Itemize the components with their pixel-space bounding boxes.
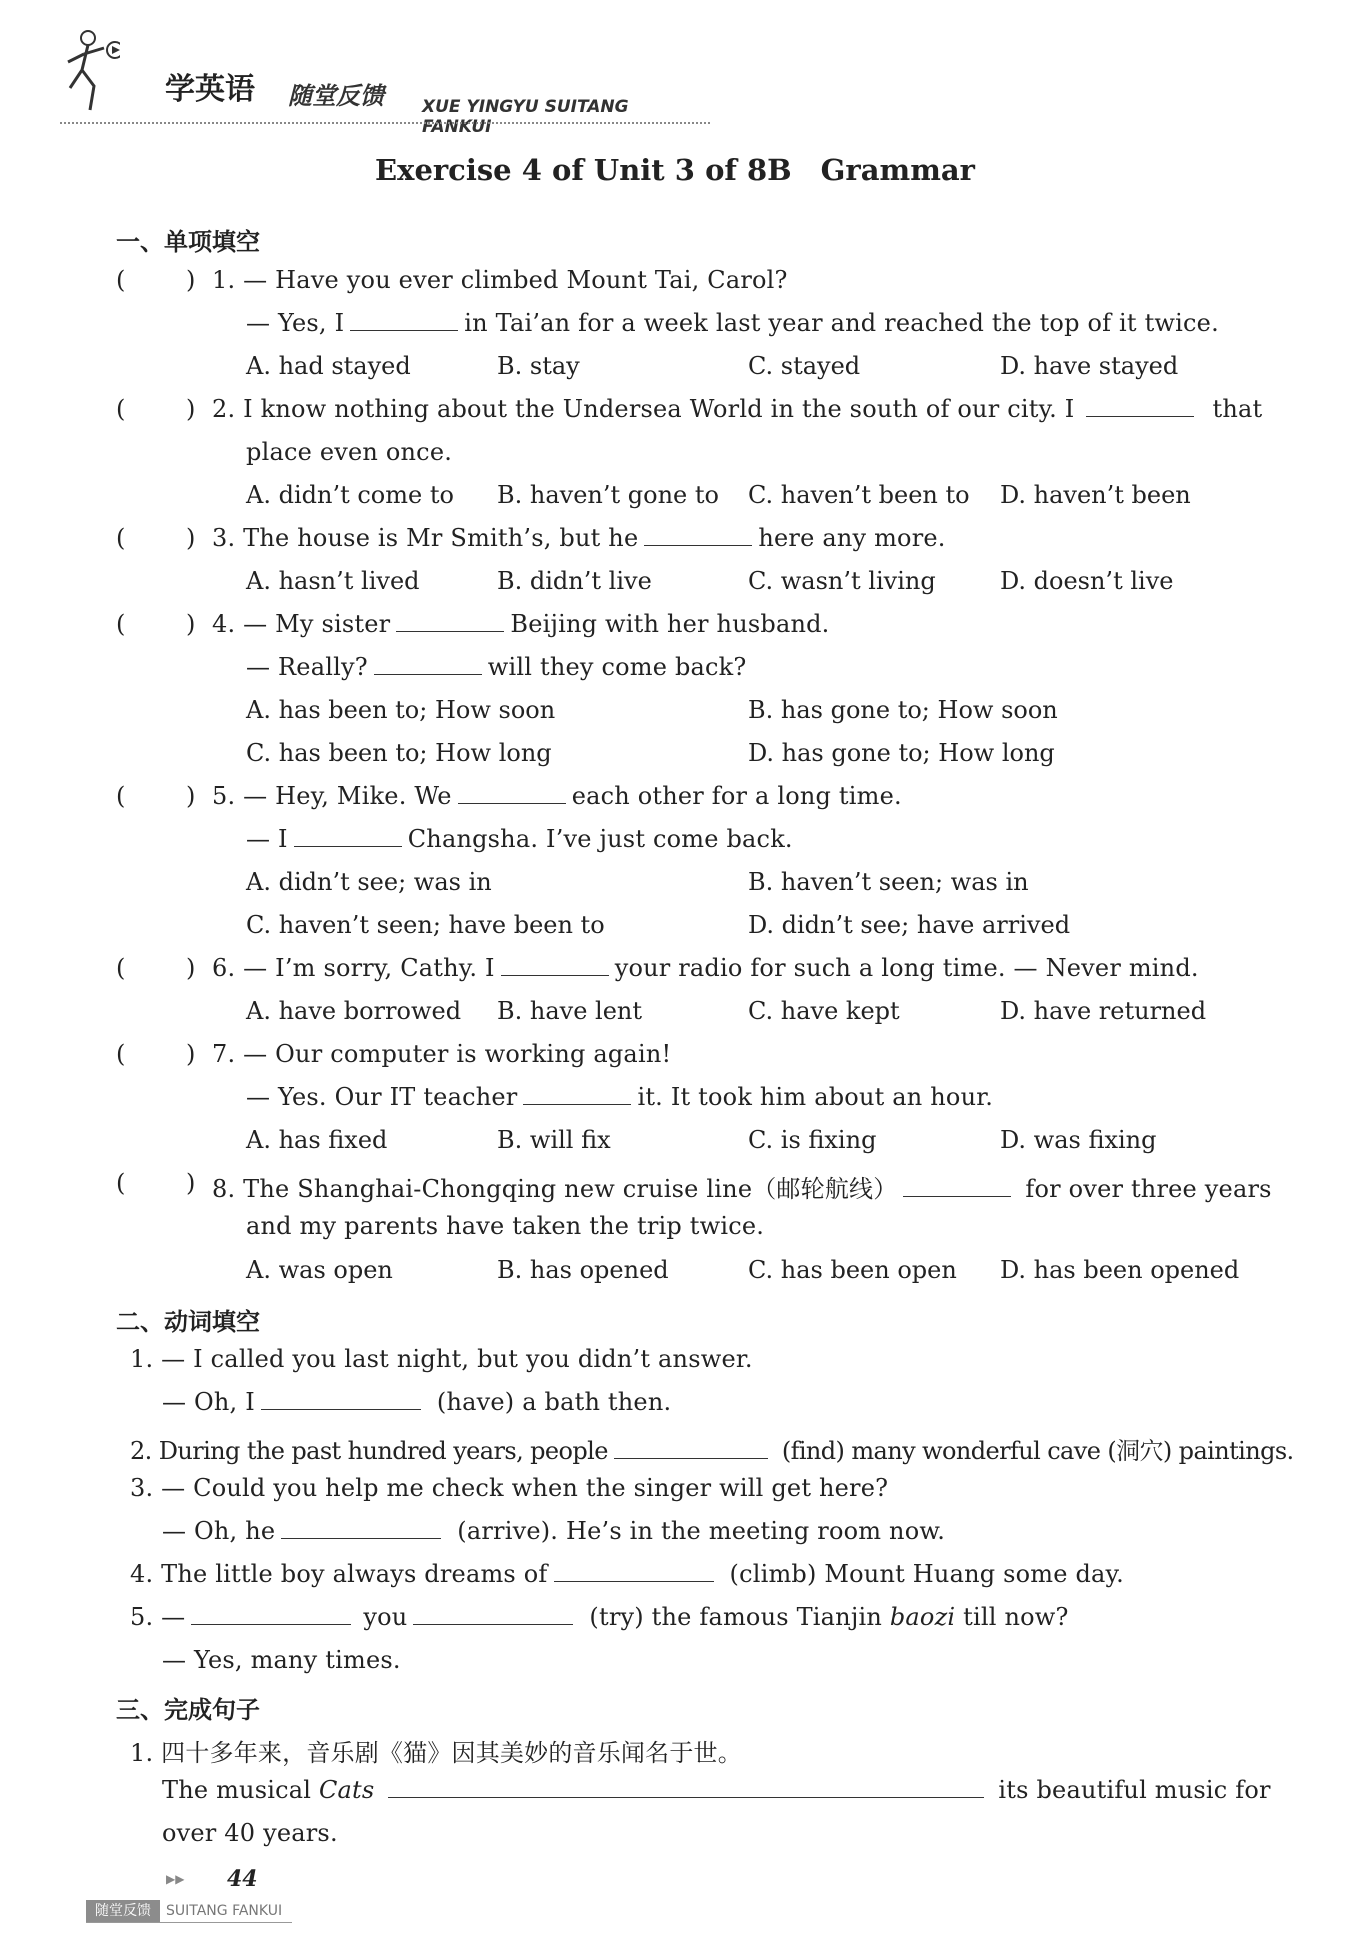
footer-label-box: 随堂反馈 (86, 1900, 160, 1922)
s2-item3-line2 (162, 1517, 945, 1545)
q1-text-a: — Yes, I (246, 309, 345, 337)
header-dotted-rule (60, 122, 710, 124)
s2-item1-line2 (162, 1388, 671, 1416)
s2-item2 (130, 1431, 1294, 1466)
q2-option-c: C. haven’t been to (748, 481, 970, 509)
answer-paren-open: ( (116, 954, 126, 982)
runner-logo-icon (60, 28, 120, 118)
s2-item2-text-a: 2. During the past hundred years, people (130, 1437, 608, 1465)
header-title-cn: 学英语 (165, 72, 255, 107)
q4-line1 (212, 610, 830, 638)
s2-item4-text-b: (climb) Mount Huang some day. (729, 1560, 1124, 1588)
answer-paren-open: ( (116, 266, 126, 294)
answer-paren-close: ) (186, 524, 196, 552)
q4-text-a: 4. — My sister (212, 610, 391, 638)
q1-line2 (246, 309, 1219, 337)
s2-item4-text-a: 4. The little boy always dreams of (130, 1560, 548, 1588)
answer-paren-close: ) (186, 954, 196, 982)
header-subtitle-cn: 随堂反馈 (288, 82, 384, 110)
footer-rule (86, 1922, 292, 1923)
q5-text-d: Changsha. I’ve just come back. (407, 825, 793, 853)
s2-item5-text-a: 5. — (130, 1603, 186, 1631)
q4-option-d: D. has gone to; How long (748, 739, 1055, 767)
s3-item1-chinese: 1. 四十多年来，音乐剧《猫》因其美妙的音乐闻名于世。 (130, 1739, 742, 1767)
q1-option-b: B. stay (497, 352, 580, 380)
answer-blank (501, 974, 609, 976)
header-title-en: XUE YINGYU SUITANG FANKUI (422, 97, 629, 137)
q7-text-a: — Yes. Our IT teacher (246, 1083, 518, 1111)
answer-paren-open: ( (116, 524, 126, 552)
answer-paren-close: ) (186, 395, 196, 423)
q2-option-b: B. haven’t gone to (497, 481, 719, 509)
answer-blank (261, 1408, 421, 1410)
q7-line2 (246, 1083, 993, 1111)
q1-option-d: D. have stayed (1000, 352, 1179, 380)
q1-line1: 1. — Have you ever climbed Mount Tai, Carol? (212, 266, 788, 294)
answer-paren-close: ) (186, 1169, 196, 1197)
page-number: 44 (227, 1866, 258, 1892)
page-header (50, 18, 670, 137)
s2-item4 (130, 1560, 1124, 1588)
q3-text-b: here any more. (758, 524, 946, 552)
s2-item1-line1: 1. — I called you last night, but you didn’t answer. (130, 1345, 753, 1373)
s2-item3-text-b: (arrive). He’s in the meeting room now. (457, 1517, 946, 1545)
q2-line2: place even once. (246, 438, 453, 466)
q4-option-a: A. has been to; How soon (246, 696, 556, 724)
q8-line1 (212, 1169, 1272, 1204)
answer-paren-open: ( (116, 395, 126, 423)
s3-item1-english-line2: over 40 years. (162, 1819, 338, 1847)
answer-blank (458, 802, 566, 804)
exercise-title: Exercise 4 of Unit 3 of 8B Grammar (375, 153, 975, 187)
q2-text-b: that (1212, 395, 1263, 423)
s3-item1-text-a: The musical (162, 1776, 312, 1804)
q8-line2: and my parents have taken the trip twice. (246, 1212, 765, 1240)
q5-option-b: B. haven’t seen; was in (748, 868, 1029, 896)
answer-paren-close: ) (186, 782, 196, 810)
q1-text-b: in Tai’an for a week last year and reached the top of it twice. (464, 309, 1219, 337)
q1-option-c: C. stayed (748, 352, 861, 380)
answer-blank (388, 1796, 984, 1798)
q6-text-a: 6. — I’m sorry, Cathy. I (212, 954, 495, 982)
s2-item5-text-e: till now? (963, 1603, 1069, 1631)
section2-heading: 二、动词填空 (116, 1308, 260, 1336)
answer-paren-close: ) (186, 266, 196, 294)
q7-option-d: D. was fixing (1000, 1126, 1157, 1154)
answer-paren-open: ( (116, 782, 126, 810)
q8-option-d: D. has been opened (1000, 1256, 1240, 1284)
answer-blank (1086, 415, 1194, 417)
answer-blank (554, 1580, 714, 1582)
q8-text-b: for over three years (1025, 1175, 1272, 1203)
answer-blank (413, 1623, 573, 1625)
answer-blank (294, 845, 402, 847)
answer-blank (523, 1103, 631, 1105)
s2-item5-line1 (130, 1603, 1069, 1631)
footer-arrow-icon: ▶▶ (166, 1872, 185, 1886)
answer-paren-close: ) (186, 1040, 196, 1068)
answer-blank (191, 1623, 351, 1625)
q3-text-a: 3. The house is Mr Smith’s, but he (212, 524, 639, 552)
q6-line1 (212, 954, 1199, 982)
s2-item1-text-a: — Oh, I (162, 1388, 255, 1416)
answer-blank (396, 630, 504, 632)
q8-option-c: C. has been open (748, 1256, 957, 1284)
q3-option-b: B. didn’t live (497, 567, 652, 595)
q8-option-b: B. has opened (497, 1256, 669, 1284)
q2-option-a: A. didn’t come to (246, 481, 454, 509)
q4-option-c: C. has been to; How long (246, 739, 552, 767)
q5-option-d: D. didn’t see; have arrived (748, 911, 1071, 939)
s2-item5-text-italic: baozi (889, 1603, 956, 1631)
footer-label-en: SUITANG FANKUI (166, 1903, 283, 1919)
s2-item5-text-c: (try) the famous Tianjin (589, 1603, 882, 1631)
q7-option-a: A. has fixed (246, 1126, 388, 1154)
answer-blank (374, 673, 482, 675)
answer-blank (614, 1457, 768, 1459)
q5-line1 (212, 782, 902, 810)
q6-option-a: A. have borrowed (246, 997, 462, 1025)
section1-heading: 一、单项填空 (116, 228, 260, 256)
q6-option-b: B. have lent (497, 997, 643, 1025)
s2-item5-text-b: you (363, 1603, 408, 1631)
q8-text-a: 8. The Shanghai-Chongqing new cruise line（邮轮航线） (212, 1175, 898, 1203)
q7-option-b: B. will fix (497, 1126, 611, 1154)
q4-line2 (246, 653, 747, 681)
q4-text-c: — Really? (246, 653, 368, 681)
q5-line2 (246, 825, 793, 853)
answer-paren-close: ) (186, 610, 196, 638)
answer-blank (903, 1195, 1011, 1197)
answer-paren-open: ( (116, 1040, 126, 1068)
q8-option-a: A. was open (246, 1256, 393, 1284)
q3-option-c: C. wasn’t living (748, 567, 936, 595)
q7-text-b: it. It took him about an hour. (637, 1083, 994, 1111)
section3-heading: 三、完成句子 (116, 1696, 260, 1724)
q1-option-a: A. had stayed (246, 352, 411, 380)
q6-text-b: your radio for such a long time. — Never mind. (614, 954, 1199, 982)
s2-item2-text-b: (find) many wonderful cave (洞穴) paintings. (781, 1437, 1294, 1465)
s3-item1-english (162, 1776, 1271, 1804)
s2-item1-text-b: (have) a bath then. (436, 1388, 672, 1416)
q4-text-b: Beijing with her husband. (510, 610, 830, 638)
answer-blank (350, 329, 458, 331)
q2-option-d: D. haven’t been (1000, 481, 1191, 509)
s2-item5-line2: — Yes, many times. (162, 1646, 401, 1674)
q6-option-d: D. have returned (1000, 997, 1207, 1025)
q3-line1 (212, 524, 946, 552)
q5-option-c: C. haven’t seen; have been to (246, 911, 605, 939)
s3-item1-text-italic: Cats (318, 1776, 375, 1804)
q5-option-a: A. didn’t see; was in (246, 868, 492, 896)
q2-line1 (212, 395, 1262, 423)
q6-option-c: C. have kept (748, 997, 900, 1025)
answer-blank (644, 544, 752, 546)
q5-text-c: — I (246, 825, 288, 853)
q5-text-b: each other for a long time. (571, 782, 902, 810)
q4-text-d: will they come back? (487, 653, 747, 681)
s2-item3-line1: 3. — Could you help me check when the singer will get here? (130, 1474, 889, 1502)
q2-text-a: 2. I know nothing about the Undersea World in the south of our city. I (212, 395, 1075, 423)
answer-paren-open: ( (116, 610, 126, 638)
s2-item3-text-a: — Oh, he (162, 1517, 276, 1545)
q3-option-d: D. doesn’t live (1000, 567, 1174, 595)
q5-text-a: 5. — Hey, Mike. We (212, 782, 452, 810)
answer-paren-open: ( (116, 1169, 126, 1197)
q7-option-c: C. is fixing (748, 1126, 877, 1154)
answer-blank (281, 1537, 441, 1539)
q7-line1: 7. — Our computer is working again! (212, 1040, 672, 1068)
s3-item1-text-c: its beautiful music for (998, 1776, 1271, 1804)
q3-option-a: A. hasn’t lived (246, 567, 420, 595)
q4-option-b: B. has gone to; How soon (748, 696, 1058, 724)
